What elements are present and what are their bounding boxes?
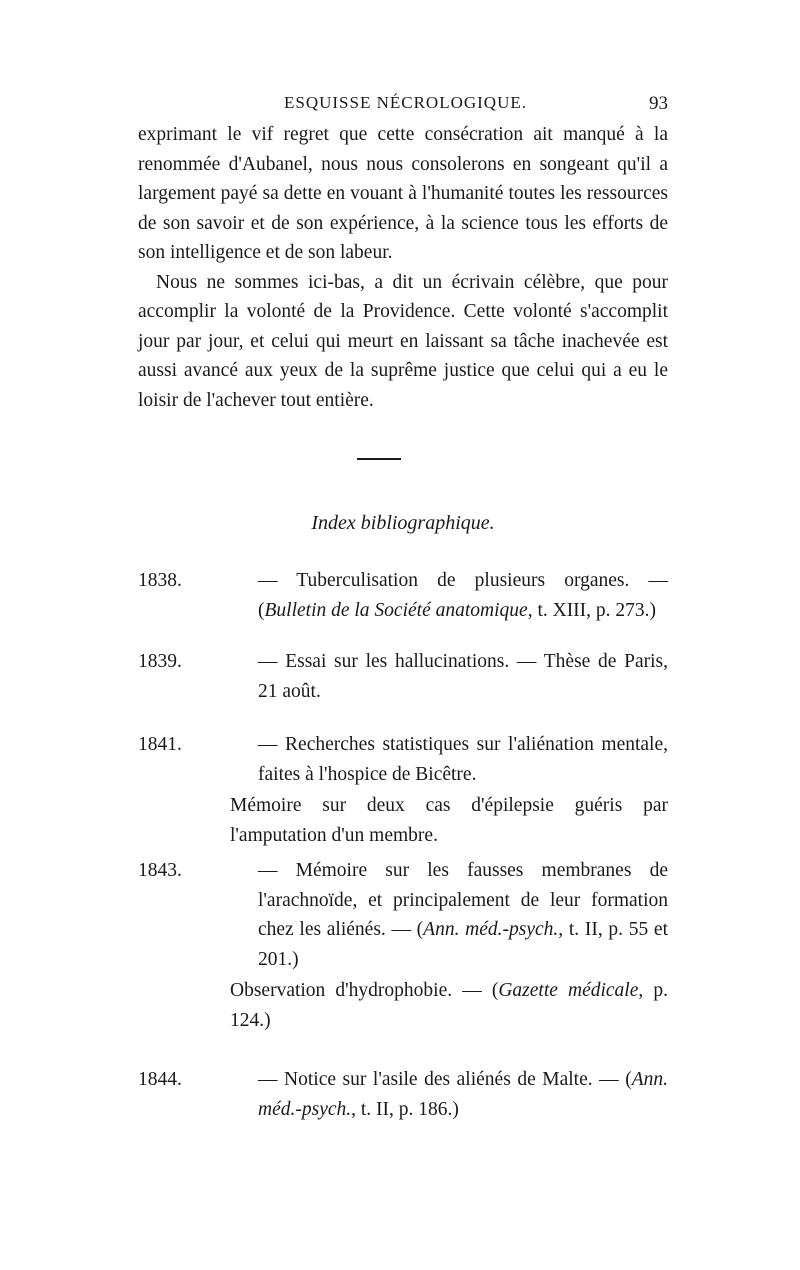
bibliography-subentry	[138, 976, 668, 1035]
entry-year: 1838.	[138, 570, 182, 591]
bibliography-entry-1844	[138, 1065, 668, 1124]
entry-year: 1839.	[138, 651, 182, 672]
bibliography-entry-1838	[138, 566, 668, 625]
bibliography-list	[138, 566, 668, 1124]
entry-year: 1841.	[138, 734, 182, 755]
running-head	[138, 93, 668, 117]
subentry-source-ref: , p. 124.)	[230, 980, 668, 1031]
subentry-text: Observation d'hydrophobie. — (	[230, 980, 499, 1001]
entry-source-title: Bulletin de la Société anatomique	[264, 599, 528, 621]
entry-text-main: — Notice sur l'asile des aliénés de Malte. — (	[258, 1069, 632, 1090]
entry-text-main: — Tuberculisation de plusieurs organes. — (	[258, 570, 668, 621]
subentry-source-title: Gazette médicale	[498, 980, 639, 1001]
section-divider	[357, 458, 401, 460]
entry-year: 1844.	[138, 1069, 182, 1090]
entry-text	[258, 856, 668, 974]
entry-text: — Essai sur les hallucinations. — Thèse de Paris, 21 août.	[258, 651, 668, 702]
entry-text: — Recherches statistiques sur l'aliénation mentale, faites à l'hospice de Bicêtre.	[258, 734, 668, 785]
bibliography-title: Index bibliographique.	[311, 512, 495, 534]
bibliography-subentry: Mémoire sur deux cas d'épilepsie guéris par l'amputation d'un membre.	[230, 795, 668, 846]
paragraph-continued: exprimant le vif regret que cette consécration ait manqué à la renommée d'Aubanel, nous nous consolerons en songeant qu'il a largement payé sa dette en vouant à l'humanité toutes les ressources de son savoir et de son expérience, à la science tous les efforts de son intelligence et de son labeur.	[138, 124, 668, 263]
running-title: ESQUISSE NÉCROLOGIQUE.	[284, 93, 527, 112]
paragraph: Nous ne sommes ici-bas, a dit un écrivain célèbre, que pour accomplir la volonté de la Providence. Cette volonté s'accomplit jour par jour, et celui qui meurt en laissant sa tâche inachevée est aussi avancé aux yeux de la suprême justice que celui qui a eu le loisir de l'achever tout entière.	[138, 271, 668, 411]
page-number: 93	[649, 93, 668, 114]
entry-text	[258, 566, 668, 625]
bibliography-entry-1839	[138, 647, 668, 706]
entry-source-ref: , t. II, p. 186.)	[351, 1098, 459, 1120]
entry-text-main: — Mémoire sur les fausses membranes de l'arachnoïde, et principalement de leur formation chez les aliénés. — (	[258, 860, 668, 940]
entry-text	[258, 1065, 668, 1124]
entry-source-ref: , t. II, p. 55 et 201.)	[258, 919, 669, 970]
entry-year: 1843.	[138, 860, 182, 881]
body-text	[138, 120, 668, 415]
bibliography-entry-1843	[138, 856, 668, 974]
entry-source-ref: , t. XIII, p. 273.)	[527, 599, 657, 621]
entry-source-title: Ann. méd.-psych.	[258, 1069, 668, 1120]
bibliography-entry-1841	[138, 730, 668, 789]
entry-source-title: Ann. méd.-psych.	[423, 919, 559, 940]
